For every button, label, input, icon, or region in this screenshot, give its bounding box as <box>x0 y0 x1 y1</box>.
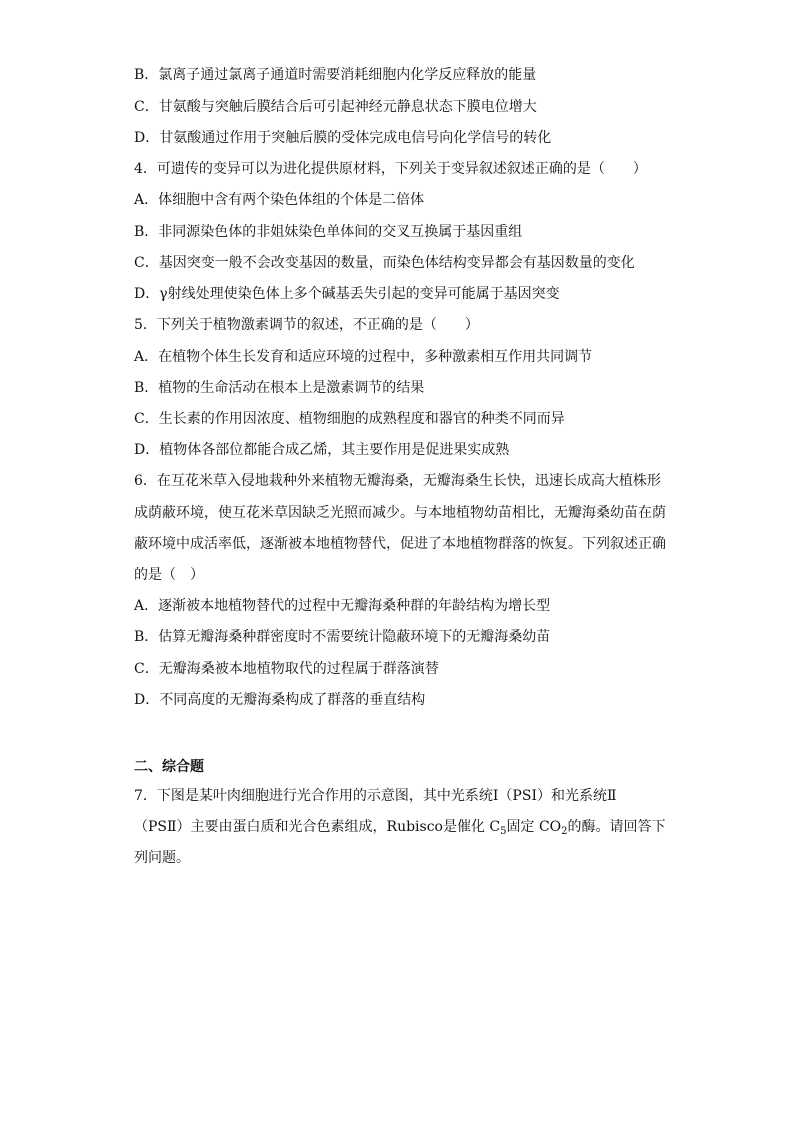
co2-subscript: 2 <box>561 826 568 837</box>
q6-option-b: B．估算无瓣海桑种群密度时不需要统计隐蔽环境下的无瓣海桑幼苗 <box>134 629 551 645</box>
q6-stem-line-2: 成荫蔽环境，使互花米草因缺乏光照而减少。与本地植物幼苗相比，无瓣海桑幼苗在荫 <box>134 505 666 521</box>
q4-option-d: D．γ射线处理使染色体上多个碱基丢失引起的变异可能属于基因突变 <box>134 286 560 302</box>
q6-stem-line-3: 蔽环境中成活率低，逐渐被本地植物替代，促进了本地植物群落的恢复。下列叙述正确 <box>134 536 666 552</box>
q6-option-d: D．不同高度的无瓣海桑构成了群落的垂直结构 <box>134 692 426 708</box>
q7-stem-line-1: 7．下图是某叶肉细胞进行光合作用的示意图，其中光系统Ⅰ（PSI）和光系统Ⅱ <box>134 788 617 804</box>
q7-line2-text-3: 的酶。请回答下 <box>567 819 666 835</box>
q4-option-c: C．基因突变一般不会改变基因的数量，而染色体结构变异都会有基因数量的变化 <box>134 255 635 271</box>
q6-stem-line-1: 6．在互花米草入侵地栽种外来植物无瓣海桑，无瓣海桑生长快，迅速长成高大植株形 <box>134 473 661 489</box>
q7-line2-text-2: 固定 CO <box>506 819 562 835</box>
c5-subscript: 5 <box>500 826 507 837</box>
q5-option-c: C．生长素的作用因浓度、植物细胞的成熟程度和器官的种类不同而异 <box>134 411 565 427</box>
q5-option-d: D．植物体各部位都能合成乙烯，其主要作用是促进果实成熟 <box>134 442 510 458</box>
q5-option-a: A．在植物个体生长发育和适应环境的过程中，多种激素相互作用共同调节 <box>134 349 593 365</box>
q4-stem: 4．可遗传的变异可以为进化提供原材料，下列关于变异叙述叙述正确的是（ ） <box>134 161 647 177</box>
section-title-comprehensive: 二、综合题 <box>134 759 204 775</box>
q4-option-b: B．非同源染色体的非姐妹染色单体间的交叉互换属于基因重组 <box>134 224 523 240</box>
q6-option-a: A．逐渐被本地植物替代的过程中无瓣海桑种群的年龄结构为增长型 <box>134 598 551 614</box>
q4-option-a: A．体细胞中含有两个染色体组的个体是二倍体 <box>134 192 425 208</box>
q3-option-b: B．氯离子通过氯离子通道时需要消耗细胞内化学反应释放的能量 <box>134 67 537 83</box>
q7-stem-line-2 <box>134 817 666 837</box>
q7-stem-line-3: 列问题。 <box>134 850 190 866</box>
q6-option-c: C．无瓣海桑被本地植物取代的过程属于群落演替 <box>134 661 439 677</box>
q5-option-b: B．植物的生命活动在根本上是激素调节的结果 <box>134 380 425 396</box>
q5-stem: 5．下列关于植物激素调节的叙述，不正确的是（ ） <box>134 317 479 333</box>
q3-option-c: C．甘氨酸与突触后膜结合后可引起神经元静息状态下膜电位增大 <box>134 99 537 115</box>
q3-option-d: D．甘氨酸通过作用于突触后膜的受体完成电信号向化学信号的转化 <box>134 130 552 146</box>
q6-stem-line-4: 的是（ ） <box>134 567 204 583</box>
q7-line2-text-1: （PSⅡ）主要由蛋白质和光合色素组成，Rubisco是催化 C <box>134 819 501 835</box>
